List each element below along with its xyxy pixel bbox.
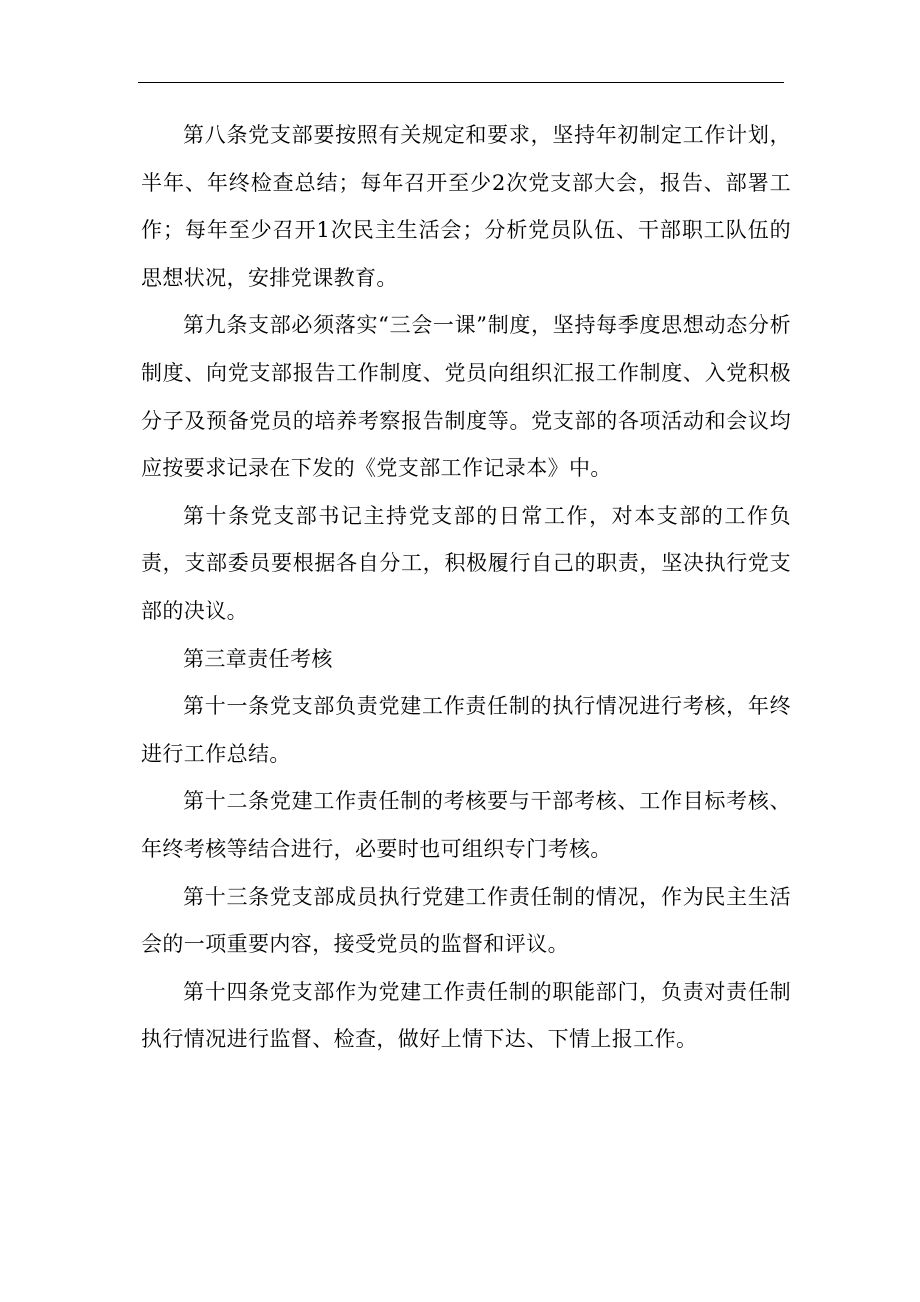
paragraph-article-12: 第十二条党建工作责任制的考核要与干部考核、工作目标考核、年终考核等结合进行，必要时也可组织专门考核。: [141, 789, 791, 861]
paragraph-article-8: 第八条党支部要按照有关规定和要求，坚持年初制定工作计划，半年、年终检查总结；每年召开至少2次党支部大会，报告、部署工作；每年至少召开1次民主生活会；分析党员队伍、干部职工队伍的思想状况，安排党课教育。: [141, 123, 791, 290]
paragraph-article-11: 第十一条党支部负责党建工作责任制的执行情况进行考核，年终进行工作总结。: [141, 694, 791, 766]
paragraph-article-14: 第十四条党支部作为党建工作责任制的职能部门，负责对责任制执行情况进行监督、检查，做好上情下达、下情上报工作。: [141, 979, 791, 1052]
paragraph-article-13: 第十三条党支部成员执行党建工作责任制的情况，作为民主生活会的一项重要内容，接受党员的监督和评议。: [141, 884, 791, 957]
header-rule: [138, 82, 784, 83]
chapter-heading: 第三章责任考核: [183, 646, 333, 671]
paragraph-article-9: 第九条支部必须落实“三会一课”制度，坚持每季度思想动态分析制度、向党支部报告工作制度、党员向组织汇报工作制度、入党积极分子及预备党员的培养考察报告制度等。党支部的各项活动和会议均应按要求记录在下发的《党支部工作记录本》中。: [141, 313, 791, 481]
document-body: [141, 112, 791, 1064]
paragraph-article-10: 第十条党支部书记主持党支部的日常工作，对本支部的工作负责，支部委员要根据各自分工，积极履行自己的职责，坚决执行党支部的决议。: [141, 503, 791, 623]
